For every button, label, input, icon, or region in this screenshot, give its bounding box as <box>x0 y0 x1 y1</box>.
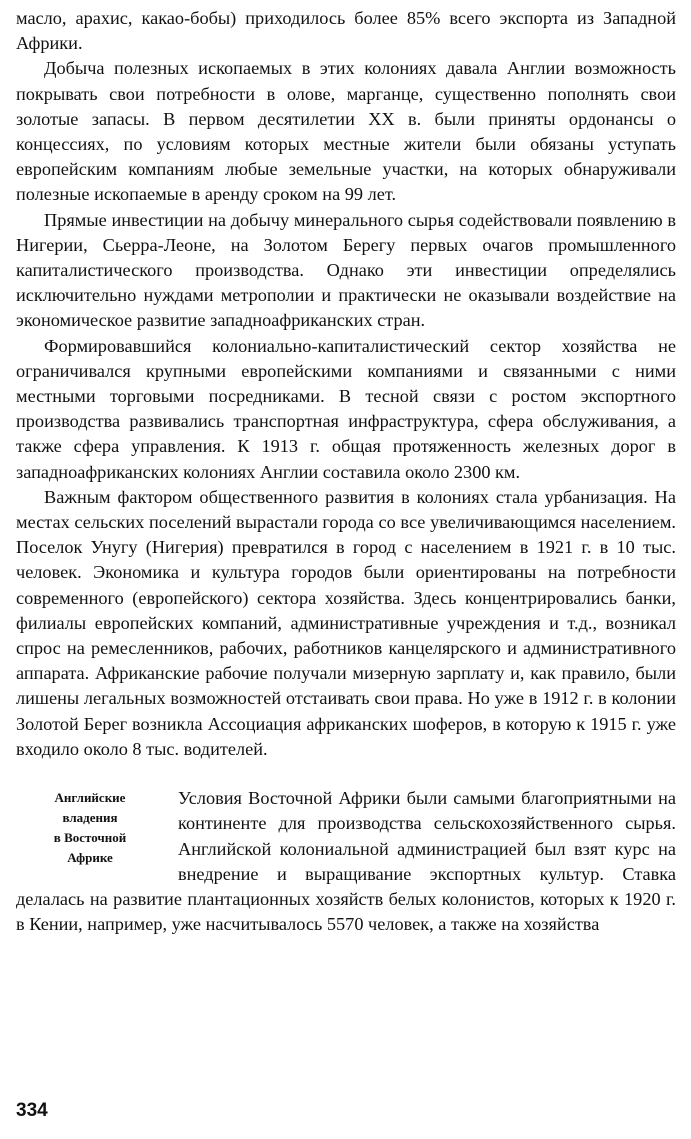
side-heading-line: владения <box>62 810 118 826</box>
side-heading-line: в Восточной <box>53 830 127 846</box>
side-heading-line: Африке <box>67 850 113 866</box>
page-number: 334 <box>16 1100 48 1121</box>
section-east-africa <box>16 786 676 937</box>
side-heading-line: Английские <box>54 790 126 806</box>
paragraph-3: Прямые инвестиции на добычу минерального сырья содействовали появлению в Нигерии, Сьерра-Леоне, на Золотом Берегу первых очагов промышленного капиталистического производства. Однако эти инвестиции определялись исключительно нуждами метрополии и практически не оказывали воздействие на экономическое развитие западноафриканских стран. <box>16 209 676 331</box>
paragraph-2: Добыча полезных ископаемых в этих колониях давала Англии возможность покрывать свои потребности в олове, марганце, существенно пополнять свои золотые запасы. В первом десятилетии XX в. были приняты ордонансы о концессиях, по условиям которых местные жители были обязаны уступать европейским компаниям любые земельные участки, на которых обнаруживали полезные ископаемые в аренду сроком на 99 лет. <box>16 58 676 205</box>
page-body <box>16 6 676 937</box>
section-paragraph: Условия Восточной Африки были самыми благоприятными на континенте для производства сельскохозяйственного сырья. Английской колониальной администрацией был взят курс на внедрение и выращивание экспортных культур. Ставка делалась на развитие плантационных хозяйств белых колонистов, которых к 1920 г. в Кении, например, уже насчитывалось 5570 человек, а также на хозяйства <box>16 788 676 935</box>
paragraph-1: масло, арахис, какао-бобы) приходилось более 85% всего экспорта из Западной Африки. <box>16 8 676 54</box>
section-side-heading <box>16 788 164 868</box>
paragraph-4: Формировавшийся колониально-капиталистический сектор хозяйства не ограничивался крупными европейскими компаниями и связанными с ними местными торговыми посредниками. В тесной связи с ростом экспортного производства развивались транспортная инфраструктура, сфера обслуживания, а также сфера управления. К 1913 г. общая протяженность железных дорог в западноафриканских колониях Англии составила около 2300 км. <box>16 335 676 482</box>
paragraph-5: Важным фактором общественного развития в колониях стала урбанизация. На местах сельских поселений вырастали города со все увеличивающимся населением. Поселок Унугу (Нигерия) превратился в город с населением в 1921 г. в 10 тыс. человек. Экономика и культура городов были ориентированы на потребности современного (европейского) сектора хозяйства. Здесь концентрировались банки, филиалы европейских компаний, административные учреждения и т.д., возникал спрос на ремесленников, рабочих, работников канцелярского и административного аппарата. Африканские рабочие получали мизерную зарплату и, как правило, были лишены легальных возможностей отстаивать свои права. Но уже в 1912 г. в колонии Золотой Берег возникла Ассоциация африканских шоферов, в которую к 1915 г. уже входило около 8 тыс. водителей. <box>16 486 676 759</box>
